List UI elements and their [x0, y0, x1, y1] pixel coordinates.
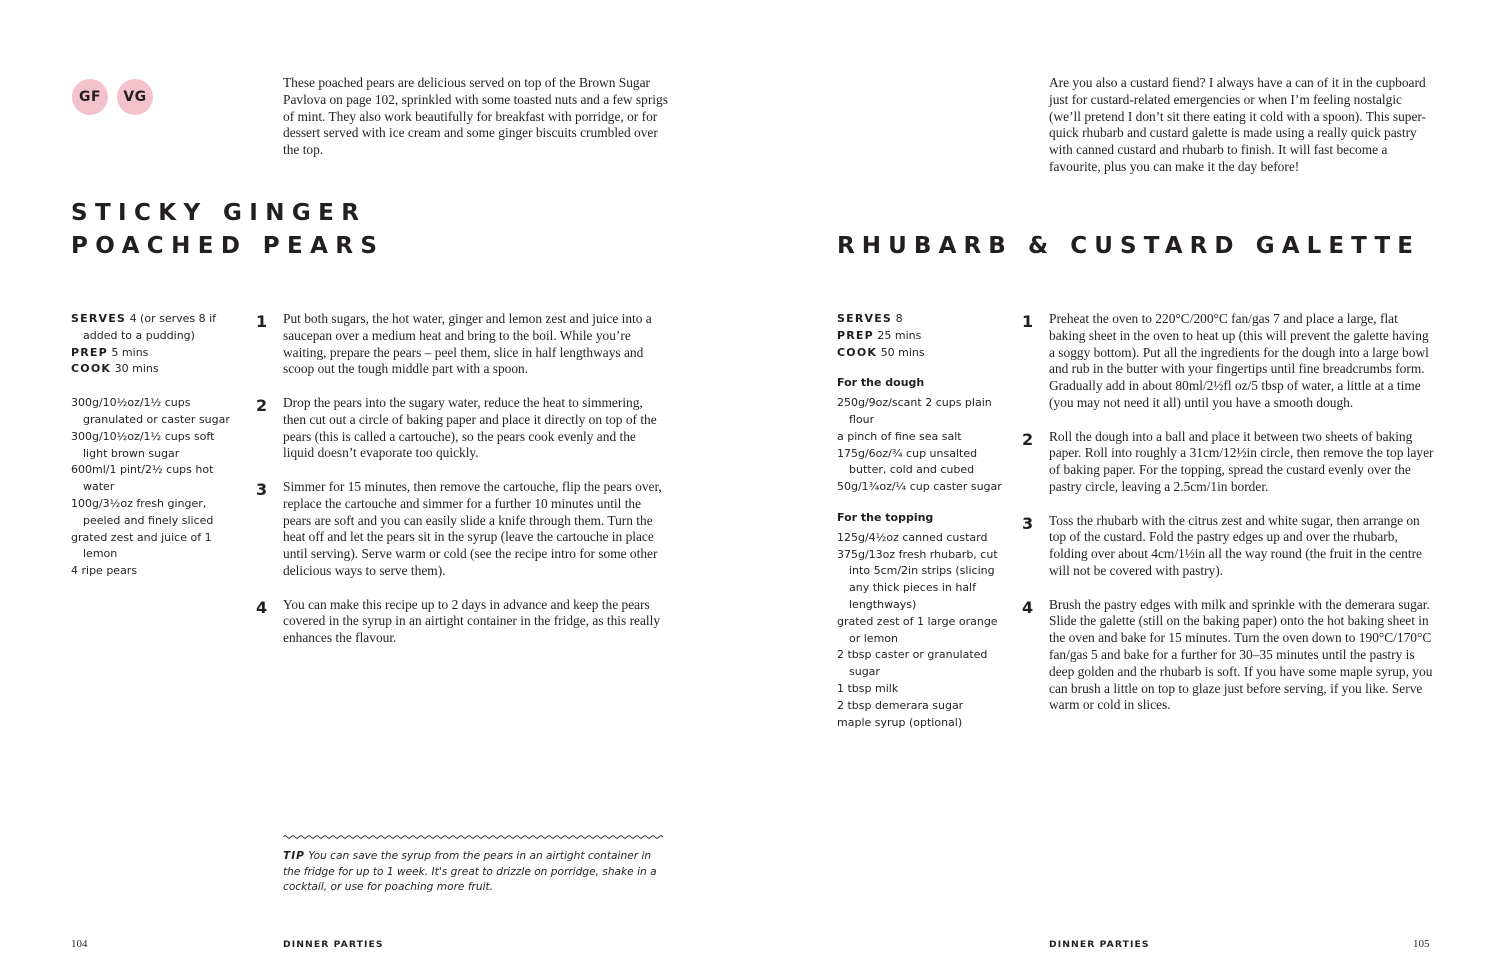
- dough-ingredient-list: [837, 395, 1007, 496]
- step-number: 3: [256, 479, 268, 499]
- method-step: [1022, 513, 1434, 580]
- serves-value: 4 (or serves 8 if added to a pudding): [83, 312, 217, 342]
- recipe-intro: These poached pears are delicious served on top of the Brown Sugar Pavlova on page 102, sprinkled with some toasted nuts and a few sprigs of mint. They also work beautifully for breakfast with porridge, or for dessert served with ice cream and some ginger biscuits crumbled over the top.: [283, 75, 668, 158]
- step-number: 3: [1022, 513, 1034, 533]
- ingredient-item: 2 tbsp demerara sugar: [837, 698, 964, 712]
- method-step: [256, 479, 668, 580]
- serves-label: SERVES: [71, 312, 127, 325]
- method-step: [256, 597, 668, 647]
- method-step: [256, 311, 668, 378]
- step-text: Simmer for 15 minutes, then remove the cartouche, flip the pears over, replace the cartouche and simmer for a further 10 minutes until the pears are soft and you can easily slide a knife through them. Turn the heat off and let the pears sit in the syrup (leave the cartouche in place until serving). Serve warm or cold (see the recipe intro for some other delicious ways to serve them).: [283, 478, 662, 578]
- prep-row: [837, 328, 1007, 345]
- ingredient-list: [71, 395, 241, 580]
- method-step: [1022, 597, 1434, 715]
- ingredient-item: 300g/10½oz/1½ cups soft light brown sugar: [71, 429, 215, 460]
- ingredient-item: 250g/9oz/scant 2 cups plain flour: [837, 396, 992, 426]
- ingredient-item: a pinch of fine sea salt: [837, 429, 962, 443]
- cook-value: 30 mins: [114, 362, 159, 376]
- recipe-meta: [71, 311, 241, 580]
- cook-label: COOK: [837, 345, 878, 359]
- tip-box: [283, 849, 663, 896]
- step-number: 1: [256, 312, 268, 331]
- tip-label: TIP: [283, 850, 305, 862]
- ingredient-item: grated zest and juice of 1 lemon: [71, 530, 212, 561]
- recipe-intro: Are you also a custard fiend? I always have a can of it in the cupboard just for custard-related emergencies or when I’m feeling nostalgic (we’ll pretend I don’t sit there eating it cold with a spoon). This super-quick rhubarb and custard galette is made using a really quick pastry with canned custard and rhubarb to finish. It will fast become a favourite, plus you can make it the day before!: [1049, 75, 1427, 174]
- ingredient-item: 4 ripe pears: [71, 564, 138, 578]
- prep-label: PREP: [837, 328, 874, 342]
- step-number: 2: [256, 395, 268, 415]
- ingredient-item: 2 tbsp caster or granulated sugar: [837, 648, 988, 679]
- serves-row: [837, 311, 1007, 328]
- serves-value: 8: [895, 312, 903, 325]
- topping-ingredient-list: [837, 530, 1007, 732]
- running-head: DINNER PARTIES: [283, 939, 384, 950]
- page-number: 104: [71, 938, 88, 950]
- serves-label: SERVES: [837, 312, 893, 325]
- cook-label: COOK: [71, 362, 112, 376]
- recipe-title-line: STICKY GINGER: [71, 200, 367, 226]
- step-text: You can make this recipe up to 2 days in advance and keep the pears covered in the syrup in an airtight container in the fridge, as this really enhances the flavour.: [283, 596, 661, 646]
- ingredient-item: 100g/3½oz fresh ginger, peeled and finely sliced: [71, 496, 214, 527]
- step-text: Put both sugars, the hot water, ginger and lemon zest and juice into a saucepan over a medium heat and bring to the boil. While you’re waiting, prepare the pears – peel them, slice in half lengthways and scoop out the tough middle part with a spoon.: [283, 311, 652, 377]
- method-steps: [256, 311, 668, 664]
- step-text: Toss the rhubarb with the citrus zest and white sugar, then arrange on top of the custard. Fold the pastry edges up and over the rhubarb, folding over about 4cm/1½in all the way round (the fruit in the centre will not be covered with pastry).: [1049, 512, 1422, 578]
- method-steps: [1022, 311, 1434, 731]
- dough-heading: For the dough: [837, 376, 925, 390]
- dietary-badges: [72, 79, 153, 115]
- wavy-divider: [283, 833, 663, 841]
- method-step: [1022, 429, 1434, 496]
- ingredient-item: 175g/6oz/¾ cup unsalted butter, cold and cubed: [837, 446, 978, 477]
- ingredient-item: 300g/10½oz/1½ cups granulated or caster sugar: [71, 396, 230, 426]
- prep-value: 25 mins: [877, 328, 922, 342]
- method-step: [256, 395, 668, 462]
- recipe-title-line: POACHED PEARS: [71, 233, 385, 259]
- cook-value: 50 mins: [880, 345, 925, 359]
- ingredient-item: grated zest of 1 large orange or lemon: [837, 614, 998, 645]
- ingredient-item: 50g/1¾oz/¼ cup caster sugar: [837, 480, 1002, 494]
- recipe-title: [71, 197, 384, 263]
- topping-heading: For the topping: [837, 510, 934, 524]
- prep-label: PREP: [71, 345, 108, 359]
- ingredient-item: 1 tbsp milk: [837, 681, 899, 695]
- prep-row: [71, 345, 241, 362]
- ingredient-item: 125g/4½oz canned custard: [837, 530, 988, 544]
- step-number: 4: [256, 597, 268, 617]
- ingredient-item: 600ml/1 pint/2½ cups hot water: [71, 463, 214, 494]
- method-step: [1022, 311, 1434, 412]
- step-number: 1: [1022, 312, 1034, 331]
- step-text: Brush the pastry edges with milk and sprinkle with the demerara sugar. Slide the galette (still on the baking paper) onto the hot baking sheet in the oven and bake for 15 minutes. Turn the oven down to 190°C/170°C fan/gas 5 and bake for a further for 30–35 minutes until the pastry is deep golden and the rhubarb is soft. If you have some maple syrup, you can brush a little on top to glaze just before serving, if you like. Serve warm or cold in slices.: [1049, 596, 1433, 713]
- cook-row: [71, 361, 241, 378]
- running-head: DINNER PARTIES: [1049, 939, 1150, 950]
- step-number: 2: [1022, 429, 1034, 449]
- recipe-title: RHUBARB & CUSTARD GALETTE: [837, 233, 1421, 259]
- cook-row: [837, 345, 1007, 362]
- step-number: 4: [1022, 597, 1034, 617]
- step-text: Drop the pears into the sugary water, reduce the heat to simmering, then cut out a circle of baking paper and place it directly on top of the pears (this is called a cartouche), so the pears cook evenly and the liquid doesn’t evaporate too quickly.: [283, 394, 657, 461]
- gluten-free-badge: GF: [72, 79, 108, 115]
- step-text: Roll the dough into a ball and place it between two sheets of baking paper. Roll into roughly a 31cm/12½in circle, then remove the top layer of baking paper. For the topping, spread the custard evenly over the pastry circle, leaving a 2.5cm/1in border.: [1049, 428, 1434, 494]
- right-page: [750, 0, 1500, 976]
- page-number: 105: [1413, 938, 1430, 950]
- step-text: Preheat the oven to 220°C/200°C fan/gas 7 and place a large, flat baking sheet in the oven to heat up (this will prevent the galette having a soggy bottom). Put all the ingredients for the dough into a large bowl and rub in the butter with your fingertips until fine breadcrumbs form. Gradually add in about 80ml/2½fl oz/5 tbsp of water, a little at a time (you may not need it all) until you have a smooth dough.: [1049, 311, 1429, 410]
- ingredient-item: maple syrup (optional): [837, 715, 963, 729]
- vegan-badge: VG: [117, 79, 153, 115]
- tip-text: You can save the syrup from the pears in an airtight container in the fridge for up to 1 week. It's great to drizzle on porridge, shake in a cocktail, or use for poaching more fruit.: [283, 850, 657, 894]
- prep-value: 5 mins: [111, 345, 149, 359]
- recipe-meta: [837, 311, 1007, 731]
- ingredient-item: 375g/13oz fresh rhubarb, cut into 5cm/2in strips (slicing any thick pieces in half lengthways): [837, 547, 998, 611]
- serves-row: [71, 311, 241, 345]
